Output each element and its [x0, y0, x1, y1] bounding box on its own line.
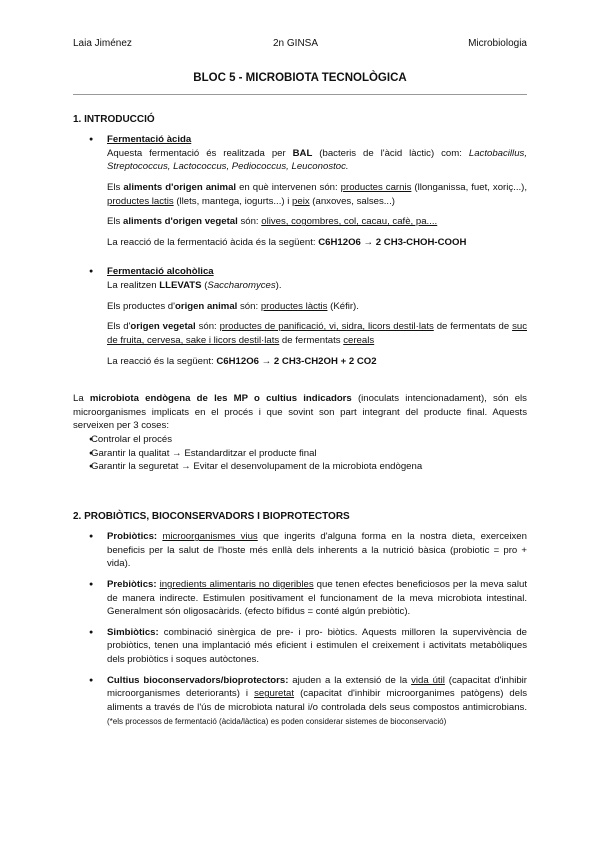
header-course: 2n GINSA [273, 38, 319, 49]
bullet-title: Fermentació alcohòlica [107, 266, 214, 278]
list-item-simbiotics: ● Simbiòtics: combinació sinèrgica de pre- i pro- biòtics. Aquests milloren la supervivència de probiòtics, tenen una implantació més eficient i estimulen el creixement i activitats metabòliques dels probiòtics i soques autòctones. [73, 626, 527, 667]
footnote: (*els processos de fermentació (àcida/làctica) es poden considerar sistemes de bioconservació) [107, 716, 447, 726]
list-item-probiotics: ● Probiòtics: microorganismes vius que ingerits d'alguna forma en la nostra dieta, exerceixen beneficis per la salut de l'hoste més enllà dels inherents a la nutrició bàsica (probiotic = pro + vida). [73, 530, 527, 571]
list-item-cultius: ● Cultius bioconservadors/bioprotectors: ajuden a la extensió de la vida útil (capacitat d'inhibir microorganismes deteriorants) i seguretat (capacitat d'inhibir microorganimes patògens) dels aliments a través de l'ús de microbiota natural i/o controlada dels seus compostos antimicrobians. (*els processos de fermentació (àcida/làctica) es poden considerar sistemes de bioconservació) [73, 674, 527, 728]
page-header [73, 37, 527, 51]
section-introduccio [73, 113, 527, 474]
page-title: BLOC 5 - MICROBIOTA TECNOLÒGICA [193, 72, 407, 84]
header-subject: Microbiologia [468, 38, 527, 49]
list-item-prebiotics: ● Prebiòtics: ingredients alimentaris no digeribles que tenen efectes beneficiosos per la meva salut de manera indirecte. Estimulen positivament el funcionament de la meva microbiota intestinal. Generalment són oligosacàrids. (efecto bífidus = conté algún prebiòtic). [73, 578, 527, 619]
paragraph: La reacció és la següent: C6H12O6 → 2 CH3-CH2OH + 2 CO2 [107, 355, 377, 367]
paragraph: Els aliments d'origen vegetal són: olives, cogombres, col, cacau, cafè, pa.... [107, 216, 438, 228]
list-item-fermentacio-alcoholica [73, 265, 527, 368]
paragraph: Els d'origen vegetal són: productes de panificació, vi, sidra, licors destil·lats de fermentats de suc de fruita, cervesa, sake i licors destil·lats de fermentats cereals [107, 321, 527, 346]
paragraph: La realitzen LLEVATS (Saccharomyces). [107, 280, 282, 292]
header-author: Laia Jiménez [73, 38, 132, 49]
list-item: ● Controlar el procés [73, 433, 527, 447]
list-item: ● Garantir la qualitat → Estandarditzar el producte final [73, 447, 527, 461]
section-heading: 1. INTRODUCCIÓ [73, 114, 155, 125]
paragraph: Els aliments d'origen animal en què intervenen són: productes carnis (llonganissa, fuet, xoriç...), productes lactis (llets, mantega, iogurts...) i peix (anxoves, salses...) [107, 182, 528, 207]
bullet-title: Fermentació àcida [107, 134, 192, 146]
paragraph: La reacció de la fermentació àcida és la següent: C6H12O6 → 2 CH3-CHOH-COOH [107, 236, 467, 248]
paragraph: Aquesta fermentació és realitzada per BAL (bacteris de l'àcid làctic) com: Lactobacillus, Streptococcus, Lactococcus, Pediococcus, Leuconostoc. [107, 147, 527, 173]
list-item-fermentacio-acida [73, 133, 527, 249]
list-item: ● Garantir la seguretat → Evitar el desenvolupament de la microbiota endògena [73, 460, 527, 474]
paragraph: Els productes d'origen animal són: productes làctis (Kéfir). [107, 300, 359, 312]
section-probiotics [73, 510, 527, 728]
paragraph-microbiota: La microbiota endògena de les MP o cultius indicadors (inoculats intencionadament), són els microorganismes implicats en el procés i que sovint son part integrant del producte final. Aquests serveixen per 3 coses: [73, 393, 527, 432]
section-heading: 2. PROBIÒTICS, BIOCONSERVADORS I BIOPROTECTORS [73, 511, 350, 522]
title-divider [73, 94, 527, 95]
